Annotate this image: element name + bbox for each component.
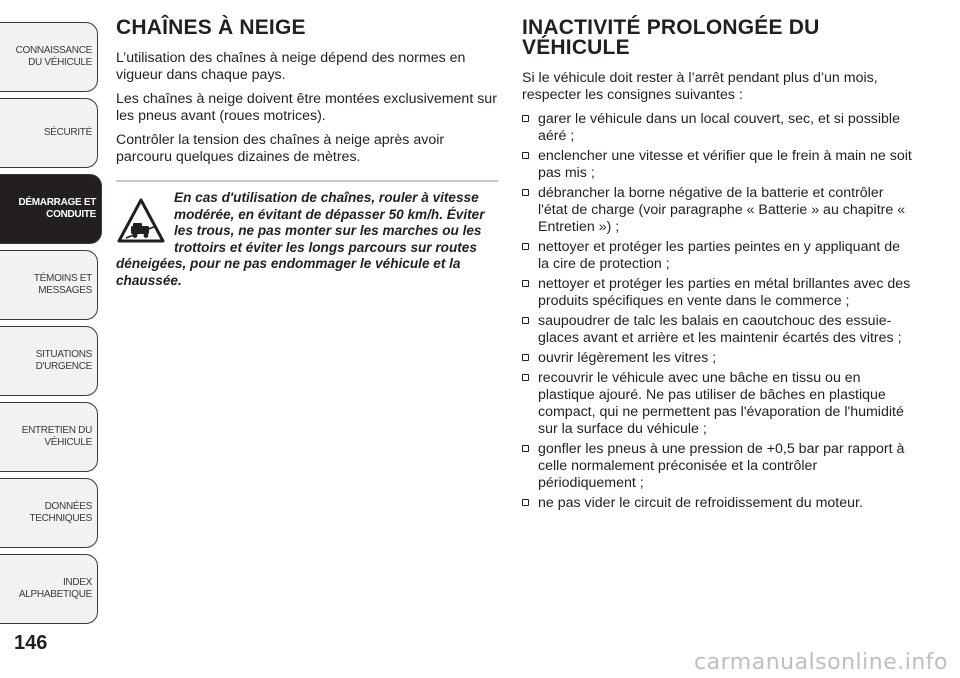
list-item: ouvrir légèrement les vitres ; — [522, 350, 912, 367]
snow-chains-section — [116, 18, 498, 289]
list-item: débrancher la borne négative de la batterie et contrôler l'état de charge (voir paragraphe « Batterie » au chapitre « Entretien ») ; — [522, 185, 912, 236]
list-item: nettoyer et protéger les parties peintes en y appliquant de la cire de protection ; — [522, 239, 912, 273]
checkbox-bullet-icon — [522, 280, 529, 287]
tab-demarrage-et-conduite[interactable]: DÉMARRAGE ET CONDUITE — [0, 174, 102, 244]
tab-temoins-et-messages[interactable]: TÉMOINS ET MESSAGES — [0, 250, 98, 320]
tab-donnees-techniques[interactable]: DONNÉES TECHNIQUES — [0, 478, 98, 548]
list-item: ne pas vider le circuit de refroidissement du moteur. — [522, 495, 912, 512]
watermark: carmanualsonline.info — [694, 650, 948, 675]
checkbox-bullet-icon — [522, 499, 529, 506]
list-item: garer le véhicule dans un local couvert, sec, et si possible aéré ; — [522, 111, 912, 145]
tab-situations-d-urgence[interactable]: SITUATIONS D'URGENCE — [0, 326, 98, 396]
divider — [116, 180, 498, 182]
checkbox-bullet-icon — [522, 354, 529, 361]
list-item: enclencher une vitesse et vérifier que le frein à main ne soit pas mis ; — [522, 148, 912, 182]
checkbox-bullet-icon — [522, 189, 529, 196]
checkbox-bullet-icon — [522, 317, 529, 324]
intro-paragraph: Si le véhicule doit rester à l’arrêt pendant plus d’un mois, respecter les consignes suivantes : — [522, 70, 878, 103]
checkbox-bullet-icon — [522, 374, 529, 381]
tab-entretien-du-vehicule[interactable]: ENTRETIEN DU VÉHICULE — [0, 402, 98, 472]
checkbox-bullet-icon — [522, 115, 529, 122]
paragraph: Contrôler la tension des chaînes à neige après avoir parcouru quelques dizaines de mètres. — [116, 132, 445, 165]
warning-triangle-icon — [116, 196, 166, 246]
paragraph: L’utilisation des chaînes à neige dépend des normes en vigueur dans chaque pays. — [116, 50, 466, 83]
tab-index-alphabetique[interactable]: INDEX ALPHABETIQUE — [0, 554, 98, 624]
warning-note — [116, 190, 498, 289]
checkbox-bullet-icon — [522, 152, 529, 159]
list-item: recouvrir le véhicule avec une bâche en tissu ou en plastique ajouré. Ne pas utiliser de bâches en plastique compact, qui ne permettent pas l'évaporation de l'humidité sur la surface du véhicule ; — [522, 370, 912, 438]
list-item: gonfler les pneus à une pression de +0,5 bar par rapport à celle normalement préconisée et la contrôler périodiquement ; — [522, 441, 912, 492]
tab-securite[interactable]: SÉCURITÉ — [0, 98, 98, 168]
section-title-snow-chains: CHAÎNES À NEIGE — [116, 16, 306, 39]
prolonged-inactivity-section — [522, 18, 912, 515]
warning-text: En cas d'utilisation de chaînes, rouler à vitesse modérée, en évitant de dépasser 50 km/h. Éviter les trous, ne pas monter sur les marches ou les trottoirs et éviter les longs parcours sur routes déneigées, pour ne pas endommager le véhicule et la chaussée. — [116, 190, 485, 288]
checkbox-bullet-icon — [522, 243, 529, 250]
paragraph: Les chaînes à neige doivent être montées exclusivement sur les pneus avant (roues motrices). — [116, 91, 497, 124]
tab-connaissance-du-vehicule[interactable]: CONNAISSANCE DU VÉHICULE — [0, 22, 98, 92]
list-item: nettoyer et protéger les parties en métal brillantes avec des produits spécifiques en vente dans le commerce ; — [522, 276, 912, 310]
checkbox-bullet-icon — [522, 445, 529, 452]
list-item: saupoudrer de talc les balais en caoutchouc des essuie-glaces avant et arrière et les maintenir écartés des vitres ; — [522, 313, 912, 347]
section-title-prolonged-inactivity: INACTIVITÉ PROLONGÉE DU VÉHICULE — [522, 16, 820, 59]
instructions-list — [522, 111, 912, 512]
page-number: 146 — [14, 632, 48, 654]
